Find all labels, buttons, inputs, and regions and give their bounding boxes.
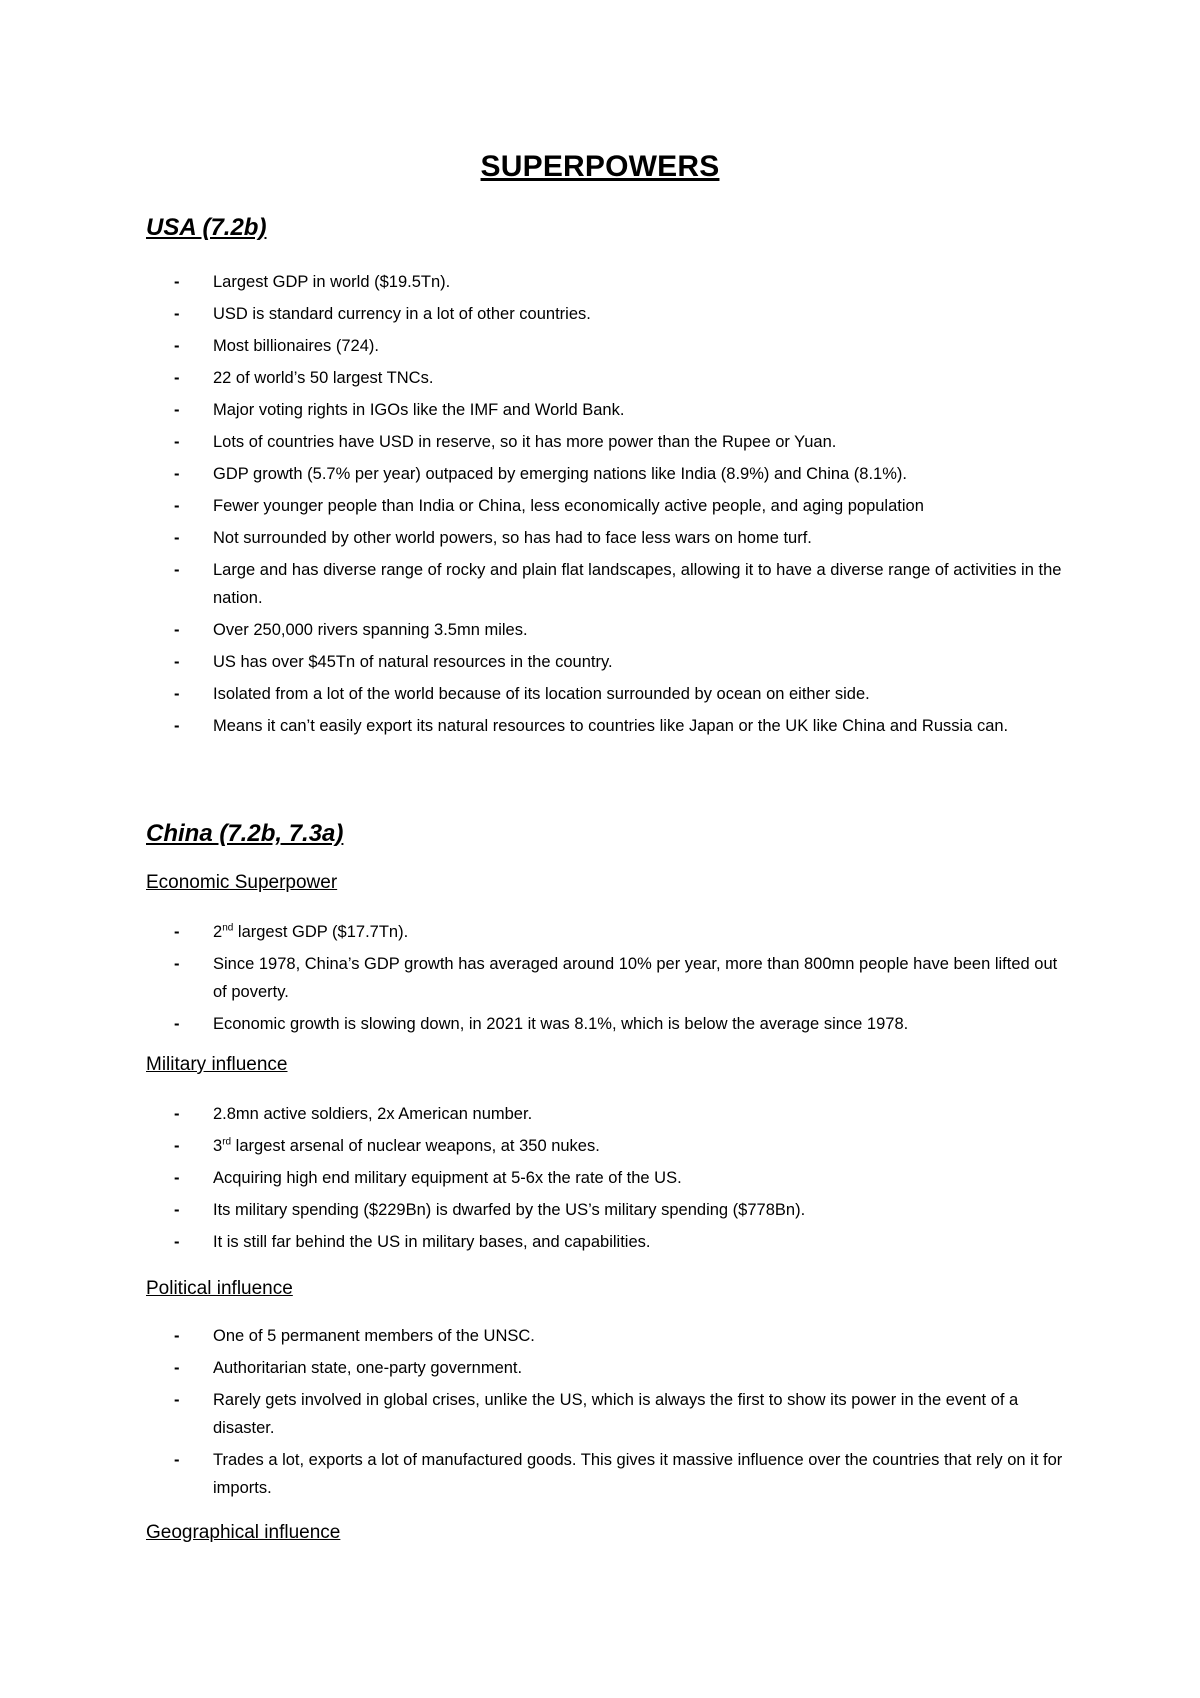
list-item [0,332,1073,360]
economic-subheading: Economic Superpower [146,872,338,893]
geographical-subheading: Geographical influence [146,1522,341,1543]
list-item-text: It is still far behind the US in military bases, and capabilities. [213,1233,651,1251]
list-item-text: Authoritarian state, one-party government. [213,1359,523,1377]
bullet-dash: - [174,1391,180,1409]
bullet-dash: - [174,1105,180,1123]
list-item [0,680,1073,708]
list-item [0,300,1073,328]
list-item-text: Large and has diverse range of rocky and plain flat landscapes, allowing it to have a diverse range of activities in the nation. [213,561,1062,607]
bullet-dash: - [174,653,180,671]
list-item [0,648,1073,676]
list-item-text: 3rd largest arsenal of nuclear weapons, at 350 nukes. [213,1136,600,1155]
list-item-text: 2.8mn active soldiers, 2x American number. [213,1105,533,1123]
list-item-text: Not surrounded by other world powers, so has had to face less wars on home turf. [213,529,812,547]
list-item-text: GDP growth (5.7% per year) outpaced by emerging nations like India (8.9%) and China (8.1%). [213,465,907,483]
list-item-text: Major voting rights in IGOs like the IMF and World Bank. [213,401,625,419]
bullet-dash: - [174,305,180,323]
list-item-text: Over 250,000 rivers spanning 3.5mn miles. [213,621,528,639]
bullet-dash: - [174,337,180,355]
bullet-dash: - [174,401,180,419]
list-item [0,492,1073,520]
list-item [0,1322,1073,1350]
bullet-dash: - [174,717,180,735]
list-item-text: Economic growth is slowing down, in 2021 it was 8.1%, which is below the average since 1978. [213,1015,909,1033]
list-item-text: 22 of world’s 50 largest TNCs. [213,369,434,387]
military-bullet-list [0,1100,1200,1260]
page-title: SUPERPOWERS [480,150,720,183]
list-item-text: USD is standard currency in a lot of other countries. [213,305,591,323]
economic-bullet-list [0,918,1200,1042]
bullet-dash: - [174,1233,180,1251]
list-item [0,556,1073,612]
list-item-text: US has over $45Tn of natural resources in the country. [213,653,613,671]
list-item-text: Since 1978, China’s GDP growth has averaged around 10% per year, more than 800mn people have been lifted out of poverty. [213,955,1058,1001]
bullet-dash: - [174,1201,180,1219]
list-item-text: Its military spending ($229Bn) is dwarfed by the US’s military spending ($778Bn). [213,1201,806,1219]
usa-bullet-list [0,268,1200,744]
list-item-text: Rarely gets involved in global crises, unlike the US, which is always the first to show its power in the event of a disaster. [213,1391,1019,1437]
usa-heading: USA (7.2b) [146,214,267,241]
list-item-text: Means it can’t easily export its natural resources to countries like Japan or the UK like China and Russia can. [213,717,1009,735]
bullet-dash: - [174,1451,180,1469]
bullet-dash: - [174,465,180,483]
list-item [0,460,1073,488]
list-item-text: Most billionaires (724). [213,337,379,355]
list-item [0,1386,1073,1442]
political-subheading: Political influence [146,1278,293,1299]
list-item [0,1100,1073,1128]
bullet-dash: - [174,685,180,703]
bullet-dash: - [174,1137,180,1155]
list-item [0,1164,1073,1192]
bullet-dash: - [174,369,180,387]
list-item [0,1132,1073,1160]
china-heading: China (7.2b, 7.3a) [146,820,344,847]
bullet-dash: - [174,433,180,451]
list-item [0,1354,1073,1382]
list-item [0,364,1073,392]
list-item [0,712,1073,740]
list-item [0,950,1073,1006]
list-item-text: Acquiring high end military equipment at 5-6x the rate of the US. [213,1169,682,1187]
bullet-dash: - [174,1359,180,1377]
bullet-dash: - [174,923,180,941]
bullet-dash: - [174,1327,180,1345]
list-item [0,918,1073,946]
list-item-text: Largest GDP in world ($19.5Tn). [213,273,451,291]
list-item-text: 2nd largest GDP ($17.7Tn). [213,922,409,941]
list-item [0,396,1073,424]
list-item [0,524,1073,552]
bullet-dash: - [174,1015,180,1033]
list-item-text: Fewer younger people than India or China, less economically active people, and aging population [213,497,924,515]
bullet-dash: - [174,273,180,291]
list-item [0,428,1073,456]
bullet-dash: - [174,955,180,973]
list-item-text: Trades a lot, exports a lot of manufactured goods. This gives it massive influence over the countries that rely on it for imports. [213,1451,1063,1497]
bullet-dash: - [174,497,180,515]
bullet-dash: - [174,1169,180,1187]
list-item-text: One of 5 permanent members of the UNSC. [213,1327,535,1345]
bullet-dash: - [174,529,180,547]
list-item [0,1010,1073,1038]
list-item-text: Isolated from a lot of the world because of its location surrounded by ocean on either side. [213,685,870,703]
military-subheading: Military influence [146,1054,288,1075]
list-item [0,1228,1073,1256]
bullet-dash: - [174,621,180,639]
bullet-dash: - [174,561,180,579]
political-bullet-list [0,1322,1200,1506]
list-item [0,1446,1073,1502]
list-item [0,1196,1073,1224]
list-item [0,616,1073,644]
list-item [0,268,1073,296]
list-item-text: Lots of countries have USD in reserve, so it has more power than the Rupee or Yuan. [213,433,837,451]
